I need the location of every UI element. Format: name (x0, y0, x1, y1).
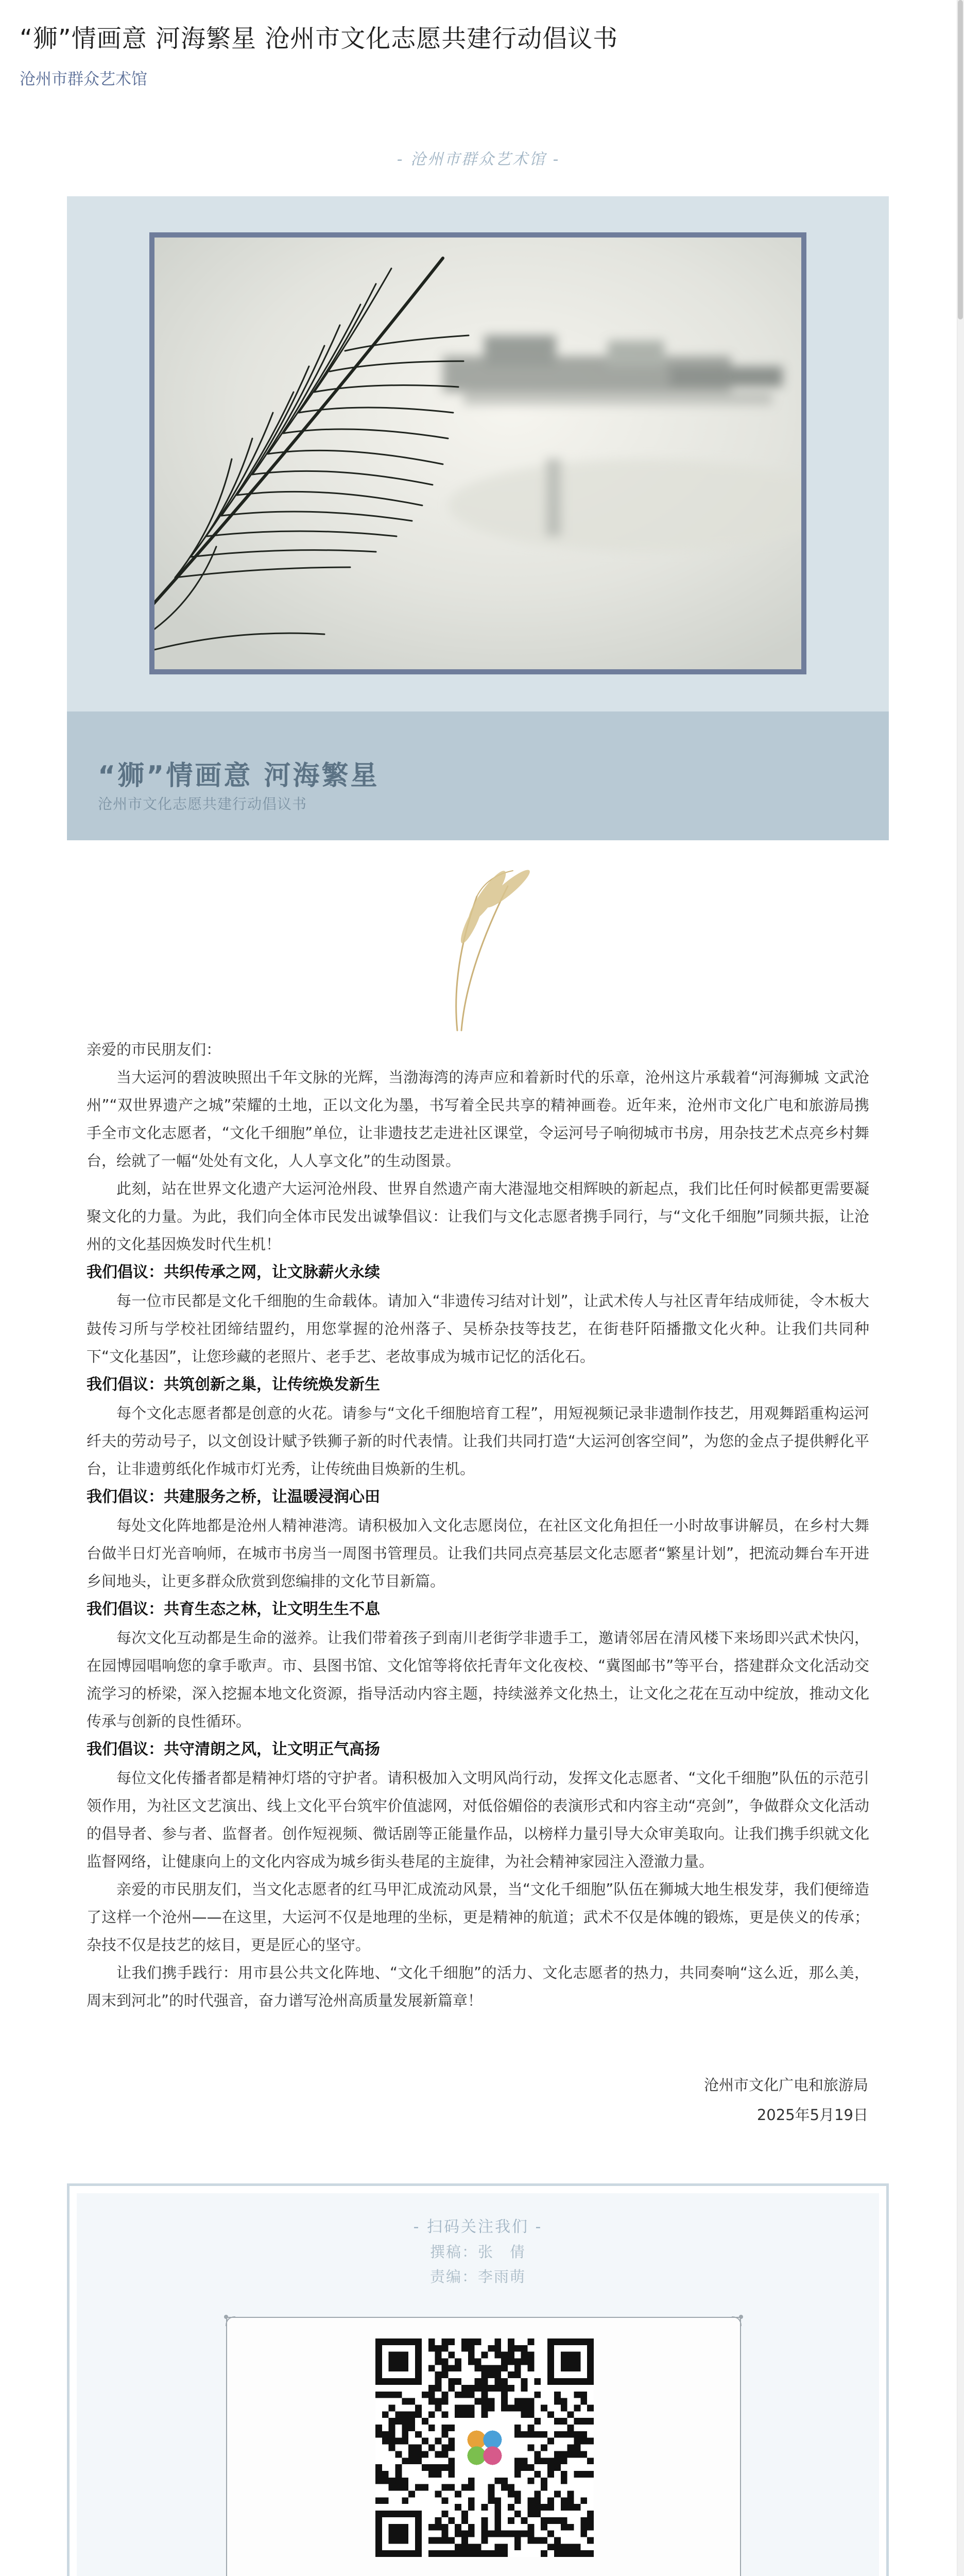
intro-paragraph: 此刻，站在世界文化遗产大运河沧州段、世界自然遗产南大港湿地交相辉映的新起点，我们比任何时候都更需要凝聚文化的力量。为此，我们向全体市民发出诚挚倡议：让我们与文化志愿者携手同行，与“文化千细胞”同频共振，让沧州的文化基因焕发时代生机！ (87, 1180, 869, 1253)
corner-flourish-icon (216, 2307, 236, 2327)
closing-paragraph: 亲爱的市民朋友们，当文化志愿者的红马甲汇成流动风景，当“文化千细胞”队伍在狮城大地生根发芽，我们便缔造了这样一个沧州——在这里，大运河不仅是地理的坐标，更是精神的航道；武术不仅是体魄的锻炼，更是侠义的传承；杂技不仅是技艺的炫目，更是匠心的坚守。 (87, 1880, 869, 1954)
section-heading: 我们倡议：共建服务之桥，让温暖浸润心田 (87, 1488, 380, 1506)
qr-card (226, 2317, 741, 2576)
section-paragraph: 每次文化互动都是生命的滋养。让我们带着孩子到南川老街学非遗手工，邀请邻居在清风楼下来场即兴武术快闪，在园博园唱响您的拿手歌声。市、县图书馆、文化馆等将依托青年文化夜校、“冀图邮书”等平台，搭建群众文化活动交流学习的桥梁，深入挖掘本地文化资源，指导活动内容主题，持续滋养文化热土，让文化之花在互动中绽放，推动文化传承与创新的良性循环。 (87, 1629, 869, 1730)
section-heading: 我们倡议：共筑创新之巢，让传统焕发新生 (87, 1376, 380, 1394)
section-heading: 我们倡议：共守清朗之风，让文明正气高扬 (87, 1740, 380, 1758)
section-paragraph: 每处文化阵地都是沧州人精神港湾。请积极加入文化志愿岗位，在社区文化角担任一小时故事讲解员，在乡村大舞台做半日灯光音响师，在城市书房当一周图书管理员。让我们共同点亮基层文化志愿者“繁星计划”，把流动舞台车开进乡间地头，让更多群众欣赏到您编排的文化节目新篇。 (87, 1517, 869, 1590)
scrollbar-thumb[interactable] (958, 0, 963, 319)
reviewer-credit: 责编：李雨萌 (429, 2268, 526, 2285)
section-paragraph: 每一位市民都是文化千细胞的生命载体。请加入“非遗传习结对计划”，让武术传人与社区青年结成师徒，令木板大鼓传习所与学校社团缔结盟约，用您掌握的沧州落子、吴桥杂技等技艺，在街巷阡陌播撒文化火种。让我们共同种下“文化基因”，让您珍藏的老照片、老手艺、老故事成为城市记忆的活化石。 (87, 1292, 869, 1365)
cover-title: “狮”情画意 河海繁星 (98, 760, 380, 791)
follow-us-panel-inner (77, 2193, 879, 2576)
greeting: 亲爱的市民朋友们： (87, 1041, 221, 1058)
account-name-link[interactable]: 沧州市群众艺术馆 (20, 70, 147, 89)
follow-us-panel (67, 2183, 889, 2576)
editor-credit: 撰稿：张 倩 (429, 2243, 526, 2261)
section-paragraph: 每个文化志愿者都是创意的火花。请参与“文化千细胞培育工程”，用短视频记录非遗制作技艺，用观舞蹈重构运河纤夫的劳动号子，以文创设计赋予铁狮子新的时代表情。让我们共同打造“大运河创客空间”，为您的金点子提供孵化平台，让非遗剪纸化作城市灯光秀，让传统曲目焕新的生机。 (87, 1404, 869, 1478)
header-tag: - 沧州市群众艺术馆 - (397, 150, 560, 168)
intro-paragraph: 当大运河的碧波映照出千年文脉的光辉，当渤海湾的涛声应和着新时代的乐章，沧州这片承载着“河海狮城 文武沧州”“双世界遗产之城”荣耀的土地，正以文化为墨，书写着全民共享的精神画卷。近年来，沧州市文化广电和旅游局携手全市文化志愿者，“文化千细胞”单位，让非遗技艺走进社区课堂，令运河号子响彻城市书房，用杂技艺术点亮乡村舞台，绘就了一幅“处处有文化，人人享文化”的生动图景。 (87, 1069, 869, 1170)
closing-paragraph: 让我们携手践行：用市县公共文化阵地、“文化千细胞”的活力、文化志愿者的热力，共同奏响“这么近，那么美，周末到河北”的时代强音，奋力谱写沧州高质量发展新篇章！ (87, 1964, 869, 2009)
section-paragraph: 每位文化传播者都是精神灯塔的守护者。请积极加入文明风尚行动，发挥文化志愿者、“文化千细胞”队伍的示范引领作用，为社区文艺演出、线上文化平台筑牢价值滤网，对低俗媚俗的表演形式和内容主动“亮剑”，争做群众文化活动的倡导者、参与者、监督者。创作短视频、微话剧等正能量作品，以榜样力量引导大众审美取向。让我们携手织就文化监督网络，让健康向上的文化内容成为城乡街头巷尾的主旋律，为社会精神家园注入澄澈力量。 (87, 1769, 869, 1870)
article-body (87, 1036, 869, 2014)
follow-us-tag: - 扫码关注我们 - (413, 2218, 543, 2236)
corner-flourish-icon (731, 2307, 751, 2327)
wechat-qr-code[interactable] (375, 2338, 594, 2557)
section-heading: 我们倡议：共织传承之网，让文脉薪火永续 (87, 1263, 380, 1281)
palm-leaf-photo (154, 238, 801, 669)
reed-grass-icon (431, 866, 533, 1036)
article-title: “狮”情画意 河海繁星 沧州市文化志愿共建行动倡议书 (20, 24, 618, 53)
cover-photo (149, 232, 806, 674)
cover-subtitle: 沧州市文化志愿共建行动倡议书 (98, 795, 307, 812)
section-heading: 我们倡议：共育生态之林，让文明生生不息 (87, 1600, 380, 1618)
page-scrollbar[interactable] (957, 0, 964, 2576)
signature-org: 沧州市文化广电和旅游局 (703, 2076, 868, 2094)
cover-caption-band (67, 711, 889, 840)
signature-date: 2025年5月19日 (756, 2106, 868, 2124)
cover-panel (67, 196, 889, 840)
